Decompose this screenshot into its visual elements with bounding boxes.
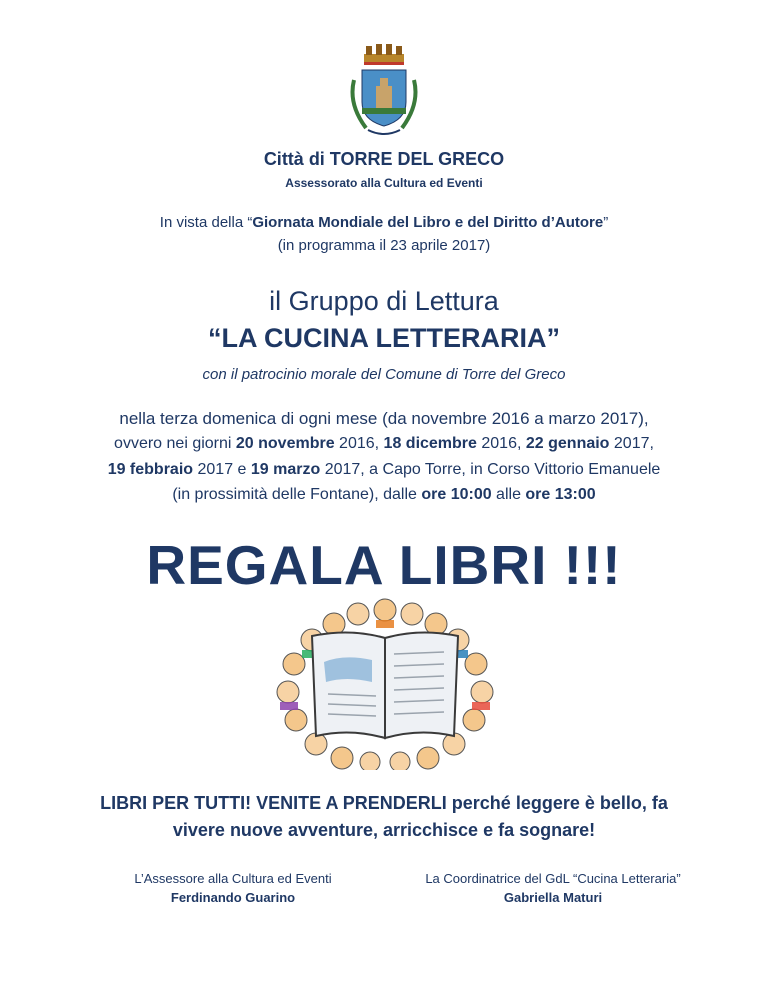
department-title: Assessorato alla Cultura ed Eventi bbox=[285, 176, 483, 190]
schedule-line-4: (in prossimità delle Fontane), dalle ore 10:00 alle ore 13:00 bbox=[172, 486, 596, 503]
signature-right-role: La Coordinatrice del GdL “Cucina Letteraria” bbox=[425, 871, 681, 886]
signature-left-role: L’Assessore alla Cultura ed Eventi bbox=[134, 871, 332, 886]
signature-left-name: Ferdinando Guarino bbox=[170, 890, 296, 905]
intro-line: In vista della “Giornata Mondiale del Libro e del Diritto d’Autore” bbox=[159, 214, 609, 231]
signature-right bbox=[408, 871, 698, 905]
schedule-line-3: 19 febbraio 2017 e 19 marzo 2017, a Capo Torre, in Corso Vittorio Emanuele bbox=[107, 461, 661, 478]
intro-date-note: (in programma il 23 aprile 2017) bbox=[277, 237, 491, 254]
city-title: Città di TORRE DEL GRECO bbox=[263, 149, 505, 169]
signature-right-name: Gabriella Maturi bbox=[503, 890, 603, 905]
group-name: “LA CUCINA LETTERARIA” bbox=[208, 323, 560, 353]
slogan-line-2: vivere nuove avventure, arricchisce e fa sognare! bbox=[172, 820, 596, 840]
event-name: Giornata Mondiale del Libro e del Diritto d’Autore bbox=[252, 214, 604, 231]
city-crest-logo bbox=[342, 42, 426, 140]
slogan-line-1: LIBRI PER TUTTI! VENITE A PRENDERLI perché leggere è bello, fa bbox=[100, 793, 668, 813]
group-heading: il Gruppo di Lettura bbox=[269, 286, 499, 316]
schedule-line-2: ovvero nei giorni 20 novembre 2016, 18 dicembre 2016, 22 gennaio 2017, bbox=[114, 435, 654, 452]
patronage-note: con il patrocinio morale del Comune di Torre del Greco bbox=[202, 366, 566, 383]
schedule-line-1: nella terza domenica di ogni mese (da novembre 2016 a marzo 2017), bbox=[119, 409, 649, 428]
headline: REGALA LIBRI !!! bbox=[146, 534, 622, 596]
children-reading-book-illustration bbox=[272, 598, 498, 770]
signature-left bbox=[88, 871, 378, 905]
